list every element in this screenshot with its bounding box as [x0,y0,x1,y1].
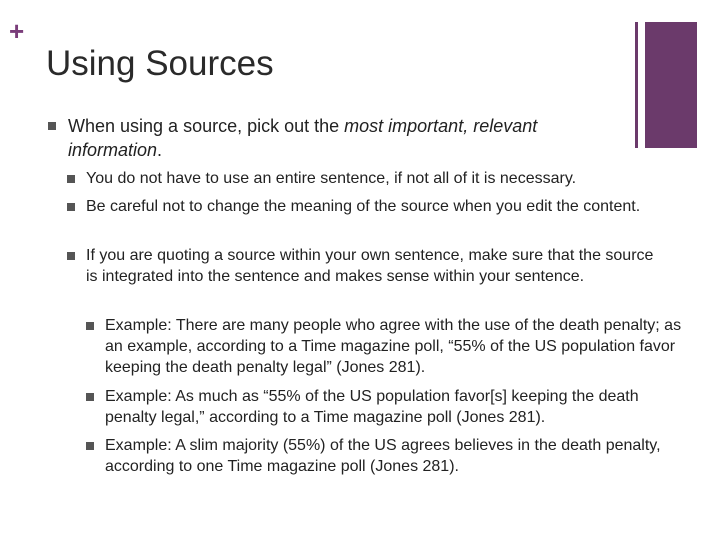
bullet-item [48,114,608,162]
sub-bullet-text: You do not have to use an entire sentence, if not all of it is necessary. [86,170,577,187]
square-bullet-icon [67,175,75,183]
square-bullet-icon [86,442,94,450]
example-text: Example: As much as “55% of the US population favor[s] keeping the death penalty legal,” according to a Time magazine poll (Jones 281). [105,388,639,426]
square-bullet-icon [48,122,56,130]
square-bullet-icon [86,393,94,401]
example-item [86,386,686,428]
slide-title: Using Sources [46,44,274,83]
accent-bar-thin [635,22,638,148]
sub-bullet-item [67,168,657,189]
example-item [86,315,686,378]
square-bullet-icon [67,252,75,260]
sub-bullet-item [67,245,657,287]
sub-bullet-item [67,196,657,217]
square-bullet-icon [67,203,75,211]
example-item [86,435,686,477]
example-text: Example: A slim majority (55%) of the US agrees believes in the death penalty, according to one Time magazine poll (Jones 281). [105,437,661,475]
emphasis-text: most important, relevant information [68,116,538,160]
accent-bar-thick [645,22,697,148]
sub-bullet-text: If you are quoting a source within your own sentence, make sure that the source is integrated into the sentence and makes sense within your sentence. [86,247,654,285]
plus-mark: + [9,16,25,46]
square-bullet-icon [86,322,94,330]
sub-bullet-text: Be careful not to change the meaning of the source when you edit the content. [86,198,641,215]
example-text: Example: There are many people who agree with the use of the death penalty; as an example, according to a Time magazine poll, “55% of the US population favor keeping the death penalty legal” (Jones 281). [105,317,682,376]
bullet-text: When using a source, pick out the most important, relevant information. [68,116,538,160]
